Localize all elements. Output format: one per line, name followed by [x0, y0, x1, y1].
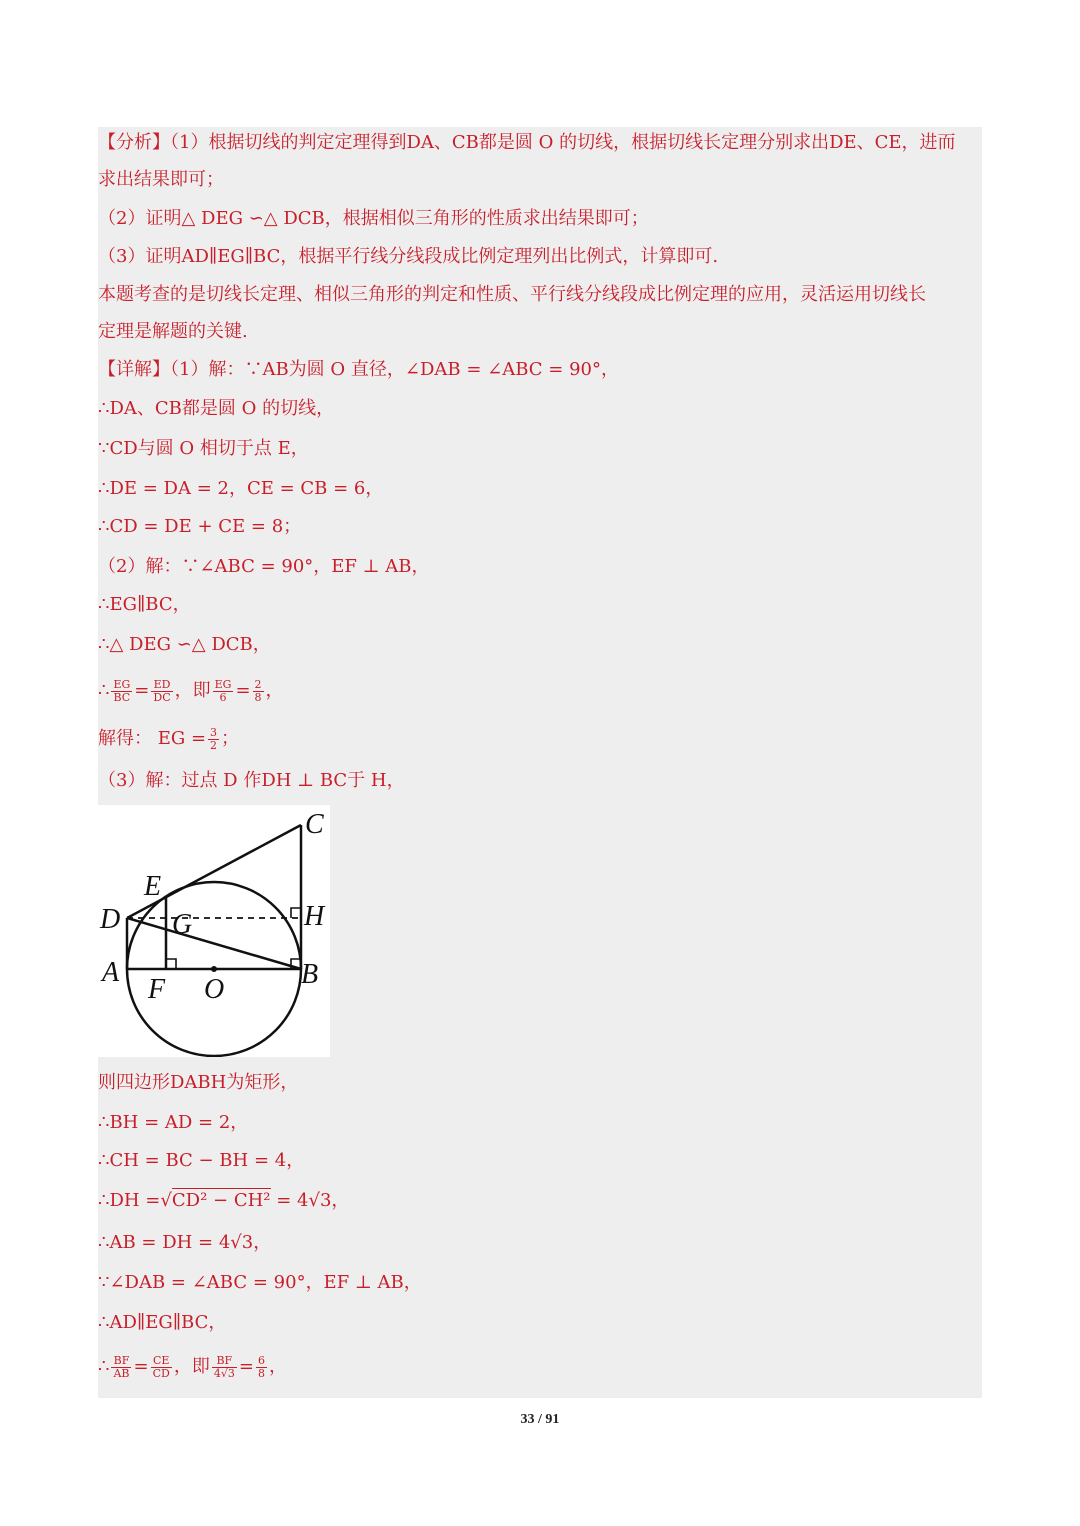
fraction-denominator: 4√3: [213, 1366, 235, 1380]
label-b: B: [301, 959, 319, 990]
right-angle-h: [291, 908, 301, 918]
text-line: （3）解：过点 D 作DH ⊥ BC于 H，: [98, 770, 405, 791]
therefore-symbol: ∴: [98, 1356, 110, 1377]
solve-prefix: 解得： EG =: [98, 728, 207, 749]
fraction-denominator: DC: [153, 690, 171, 704]
label-d: D: [100, 904, 121, 935]
fraction: [253, 679, 264, 704]
radicand: CD² − CH²: [171, 1190, 271, 1211]
text-line: ∴DA、CB都是圆 O 的切线，: [98, 398, 335, 419]
punctuation: ；: [221, 728, 240, 749]
sqrt-prefix: ∴DH =: [98, 1190, 161, 1211]
fraction-denominator: CD: [152, 1366, 170, 1380]
label-a: A: [102, 957, 120, 988]
circle-tangent-diagram: [98, 805, 330, 1057]
fraction-denominator: 8: [257, 1366, 265, 1380]
fraction-numerator: 3: [210, 725, 218, 739]
equals-sign: =: [133, 1356, 149, 1377]
text-line: 则四边形DABH为矩形，: [98, 1072, 299, 1093]
fraction: [212, 1355, 237, 1380]
fraction-line: [98, 671, 284, 711]
text-line: ∵CD与圆 O 相切于点 E，: [98, 438, 309, 459]
text-line: ∴AD∥EG∥BC，: [98, 1312, 227, 1333]
fraction: [208, 727, 219, 752]
fraction: [256, 1355, 267, 1380]
fraction-numerator: EG: [214, 677, 232, 691]
fraction-numerator: ED: [151, 679, 172, 692]
sqrt-line: [98, 1189, 349, 1213]
text-line: （2）解：∵∠ABC = 90°，EF ⊥ AB，: [98, 556, 430, 577]
fraction-numerator: BF: [212, 1355, 237, 1368]
fraction: [151, 1355, 172, 1380]
radical-symbol: √: [160, 1190, 172, 1211]
text-line: ∴△ DEG ∽△ DCB，: [98, 634, 271, 655]
geometry-figure: [98, 805, 330, 1057]
text-line: ∴CD = DE + CE = 8；: [98, 516, 302, 537]
fraction-numerator: 6: [257, 1353, 265, 1367]
text-line: ∴EG∥BC，: [98, 594, 191, 615]
fraction-denominator: BC: [113, 690, 131, 704]
equals-sign: =: [238, 1356, 254, 1377]
text-line: 求出结果即可；: [98, 169, 224, 190]
fraction-denominator: 2: [210, 738, 218, 752]
text-line: ∴AB = DH = 4√3，: [98, 1232, 272, 1253]
fraction: [111, 1355, 131, 1380]
punctuation: ，: [265, 680, 284, 701]
text-line: ∴BH = AD = 2，: [98, 1112, 249, 1133]
text-line: ∴DE = DA = 2，CE = CB = 6，: [98, 478, 384, 499]
text-line: ∵∠DAB = ∠ABC = 90°，EF ⊥ AB，: [98, 1272, 422, 1293]
sqrt-result: = 4√3，: [270, 1190, 350, 1211]
fraction: [213, 679, 234, 704]
text-line: 本题考查的是切线长定理、相似三角形的判定和性质、平行线分线段成比例定理的应用，灵活运用切线长: [98, 284, 926, 305]
text-line: 【分析】（1）根据切线的判定定理得到DA、CB都是圆 O 的切线，根据切线长定理分别求出DE、CE，进而: [98, 132, 956, 153]
label-c: C: [305, 809, 324, 840]
connector-text: ，即: [173, 1356, 210, 1377]
label-e: E: [144, 871, 162, 902]
equals-sign: =: [235, 680, 251, 701]
label-h: H: [304, 901, 325, 932]
punctuation: ，: [268, 1356, 287, 1377]
therefore-symbol: ∴: [98, 680, 110, 701]
text-line: （3）证明AD∥EG∥BC，根据平行线分线段成比例定理列出比例式，计算即可.: [98, 246, 719, 267]
text-line: 【详解】（1）解：∵AB为圆 O 直径，∠DAB = ∠ABC = 90°，: [98, 359, 619, 380]
label-f: F: [148, 974, 166, 1005]
fraction-numerator: 2: [254, 677, 262, 691]
connector-text: ，即: [174, 680, 211, 701]
page-number: 33 / 91: [520, 1412, 560, 1427]
fraction-denominator: 8: [254, 690, 262, 704]
center-point-o: [211, 966, 217, 972]
right-angle-f: [166, 959, 176, 969]
solve-line: [98, 719, 239, 759]
fraction-line: [98, 1347, 287, 1387]
fraction-numerator: BF: [111, 1355, 131, 1368]
label-g: G: [172, 909, 193, 940]
fraction: [151, 679, 172, 704]
text-line: ∴CH = BC − BH = 4，: [98, 1150, 305, 1171]
fraction-denominator: AB: [113, 1366, 130, 1380]
solution-panel: [98, 127, 982, 1398]
fraction: [111, 679, 132, 704]
label-o: O: [204, 974, 225, 1005]
fraction-denominator: 6: [219, 690, 227, 704]
text-line: 定理是解题的关键.: [98, 321, 248, 342]
fraction-numerator: EG: [113, 677, 131, 691]
text-line: （2）证明△ DEG ∽△ DCB，根据相似三角形的性质求出结果即可；: [98, 208, 649, 229]
equals-sign: =: [134, 680, 150, 701]
fraction-numerator: CE: [151, 1355, 172, 1368]
segment-db: [127, 918, 301, 969]
